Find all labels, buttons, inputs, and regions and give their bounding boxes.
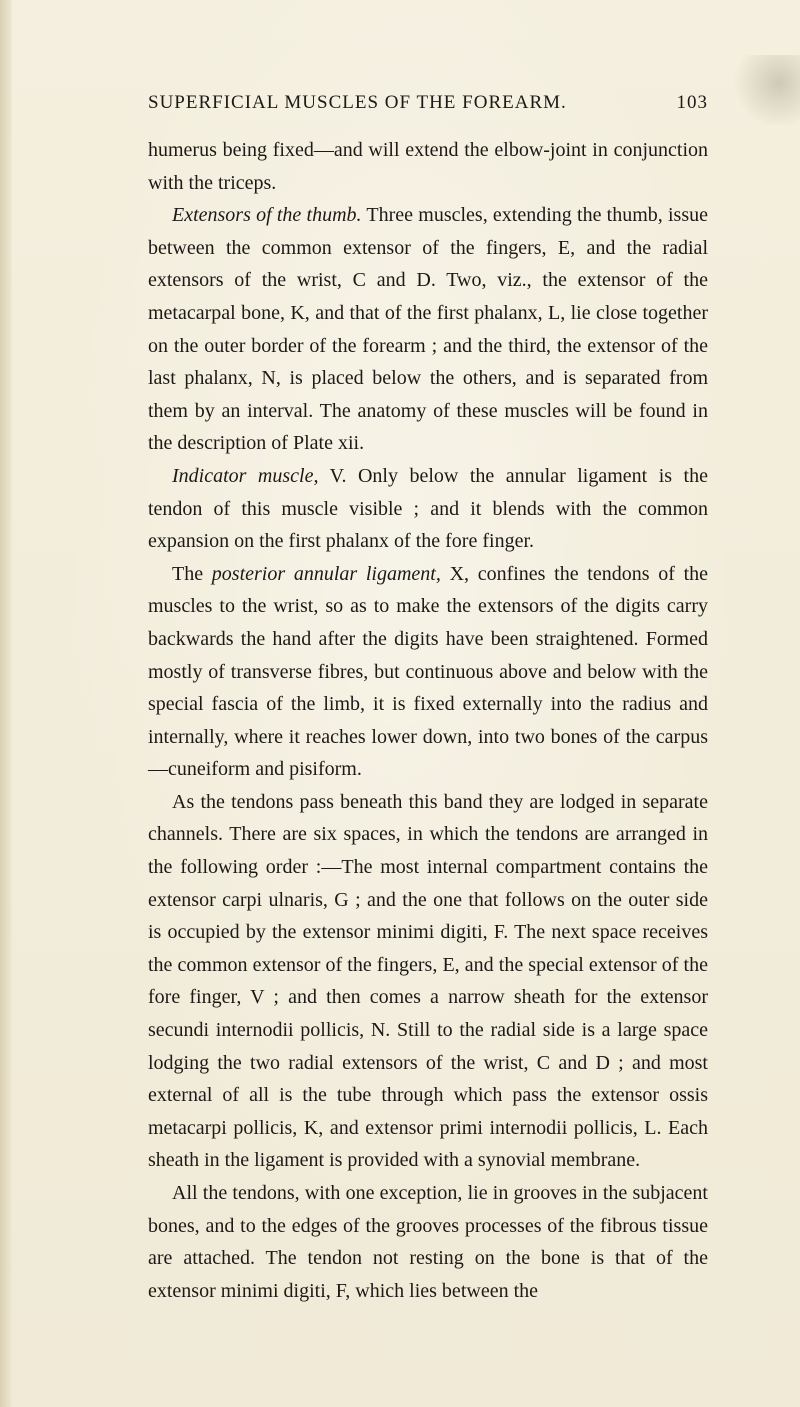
paragraph-continuation (148, 134, 708, 199)
paragraph-text: Three muscles, extending the thumb, issue between the common extensor of the fingers, E, and the radial extensors of the wrist, C and D. Two, viz., the extensor of the metacarpal bone, K, and that of the first phalanx, L, lie close together on the outer border of the forearm ; and the third, the extensor of the last phalanx, N, is placed below the others, and is separated from them by an interval. The anatomy of these muscles will be found in the description of Plate xii. (148, 204, 708, 455)
paragraph-text: humerus being fixed—and will extend the elbow-joint in conjunction with the triceps. (148, 139, 708, 194)
paragraph-extensors-thumb (148, 199, 708, 460)
running-header (148, 92, 708, 114)
paragraph-lead: The (172, 562, 212, 585)
paragraph-text: X, confines the tendons of the muscles to the wrist, so as to make the extensors of the digits carry backwards the hand after the digits have been straightened. Formed mostly of transverse fibres, but continuous above and below with the special fascia of the limb, it is fixed externally into the radius and internally, where it reaches lower down, into two bones of the carpus—cuneiform and pisiform. (148, 562, 709, 781)
page-stain (730, 55, 800, 125)
page-number: 103 (676, 92, 708, 113)
paragraph-text: As the tendons pass beneath this band they are lodged in separate channels. There are six spaces, in which the tendons are arranged in the following order :—The most internal compartment contains the extensor carpi ulnaris, G ; and the one that follows on the outer side is occupied by the extensor minimi digiti, F. The next space receives the common extensor of the fingers, E, and the special extensor of the fore finger, V ; and then comes a narrow sheath for the extensor secundi internodii pollicis, N. Still to the radial side is a large space lodging the two radial extensors of the wrist, C and D ; and most external of all is the tube through which pass the extensor ossis metacarpi pollicis, K, and extensor primi internodii pollicis, L. Each sheath in the ligament is provided with a synovial membrane. (148, 790, 708, 1172)
paragraph-heading: Indicator muscle, (172, 464, 319, 487)
paragraph-text: All the tendons, with one exception, lie in grooves in the subjacent bones, and to the edges of the grooves processes of the fibrous tissue are attached. The tendon not resting on the bone is that of the extensor minimi digiti, F, which lies between the (148, 1182, 708, 1302)
paragraph-indicator-muscle (148, 460, 708, 558)
paragraph-heading: Extensors of the thumb. (172, 204, 362, 227)
paragraph-tendon-channels (148, 786, 708, 1177)
paragraph-annular-ligament (148, 558, 708, 786)
running-title: SUPERFICIAL MUSCLES OF THE FOREARM. (148, 92, 567, 113)
paragraph-tendon-grooves (148, 1177, 708, 1307)
body-text (148, 134, 708, 1307)
page-binding-edge (0, 0, 12, 1407)
paragraph-heading: posterior annular ligament, (211, 562, 441, 585)
paragraph-text: V. Only below the annular ligament is the tendon of this muscle visible ; and it blends with the common expansion on the first phalanx of the fore finger. (148, 464, 708, 553)
